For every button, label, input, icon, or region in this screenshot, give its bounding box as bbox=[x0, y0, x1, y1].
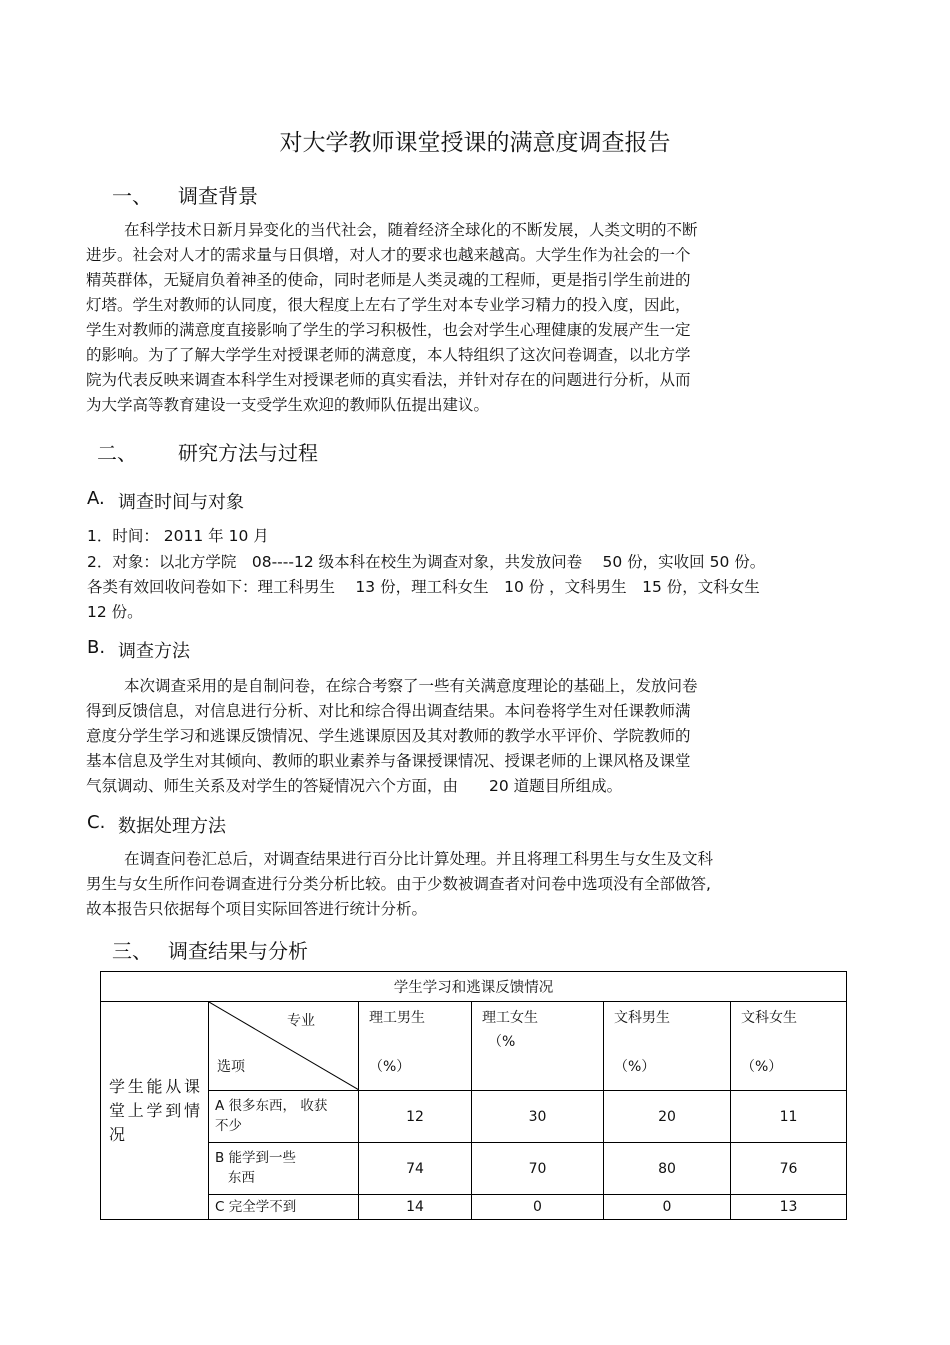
subsection-b-label: B. bbox=[87, 637, 106, 658]
value-cell: 76 bbox=[731, 1143, 847, 1195]
value-cell: 30 bbox=[472, 1091, 604, 1143]
para-line: 故本报告只依据每个项目实际回答进行统计分析。 bbox=[86, 900, 428, 918]
column-unit: （%） bbox=[614, 1059, 656, 1075]
value-cell: 74 bbox=[359, 1143, 472, 1195]
option-text: B 能学到一些 bbox=[215, 1150, 297, 1166]
survey-subject: 2．对象：以北方学院 08----12 级本科在校生为调查对象，共发放问卷 50 份，实收回 50 份。 bbox=[87, 553, 766, 571]
subsection-a-label: A. bbox=[87, 488, 105, 509]
column-name: 理工女生 bbox=[482, 1010, 538, 1026]
subsection-c-label: C. bbox=[87, 812, 106, 833]
column-header bbox=[359, 1002, 472, 1091]
diagonal-line bbox=[209, 1002, 359, 1090]
table-row bbox=[101, 1195, 847, 1220]
para-line: 意度分学生学习和逃课反馈情况、学生逃课原因及其对教师的教学水平评价、学院教师的 bbox=[86, 727, 691, 745]
para-line: 在调查问卷汇总后，对调查结果进行百分比计算处理。并且将理工科男生与女生及文科 bbox=[124, 850, 714, 868]
table-row bbox=[101, 1143, 847, 1195]
subsection-a-heading: 调查时间与对象 bbox=[118, 492, 244, 513]
para-line: 气氛调动、师生关系及对学生的答疑情况六个方面，由 20 道题目所组成。 bbox=[86, 777, 623, 795]
column-name: 文科男生 bbox=[614, 1010, 670, 1026]
value-cell: 11 bbox=[731, 1091, 847, 1143]
para-line: 精英群体，无疑肩负着神圣的使命，同时老师是人类灵魂的工程师，更是指引学生前进的 bbox=[86, 271, 691, 289]
value-cell: 12 bbox=[359, 1091, 472, 1143]
option-text: A 很多东西， 收获 bbox=[215, 1098, 328, 1114]
table-row bbox=[101, 1091, 847, 1143]
column-name: 文科女生 bbox=[741, 1010, 797, 1026]
value-cell: 0 bbox=[604, 1195, 731, 1220]
data-processing-paragraph bbox=[86, 847, 806, 922]
section2-number: 二、 bbox=[97, 441, 137, 465]
column-header bbox=[604, 1002, 731, 1091]
survey-time: 1．时间： 2011 年 10 月 bbox=[87, 527, 269, 545]
option-cell bbox=[209, 1091, 359, 1143]
value-cell: 14 bbox=[359, 1195, 472, 1220]
diagonal-top-label: 专业 bbox=[287, 1013, 315, 1029]
diagonal-bottom-label: 选项 bbox=[217, 1059, 245, 1075]
para-line: 进步。社会对人才的需求量与日俱增，对人才的要求也越来越高。大学生作为社会的一个 bbox=[86, 246, 691, 264]
section1-heading: 调查背景 bbox=[178, 184, 258, 208]
para-line: 灯塔。学生对教师的认同度，很大程度上左右了学生对本专业学习精力的投入度，因此， bbox=[86, 296, 691, 314]
option-cell bbox=[209, 1195, 359, 1220]
para-line: 在科学技术日新月异变化的当代社会，随着经济全球化的不断发展，人类文明的不断 bbox=[124, 221, 698, 239]
para-line: 得到反馈信息，对信息进行分析、对比和综合得出调查结果。本问卷将学生对任课教师满 bbox=[86, 702, 691, 720]
section2-heading: 研究方法与过程 bbox=[178, 441, 318, 465]
table-caption: 学生学习和逃课反馈情况 bbox=[101, 972, 847, 1002]
option-text: 东西 bbox=[215, 1170, 255, 1186]
para-line: 男生与女生所作问卷调查进行分类分析比较。由于少数被调查者对问卷中选项没有全部做答, bbox=[86, 875, 711, 893]
para-line: 的影响。为了了解大学学生对授课老师的满意度，本人特组织了这次问卷调查，以北方学 bbox=[86, 346, 691, 364]
column-unit: （% bbox=[488, 1034, 516, 1050]
subsection-b-heading: 调查方法 bbox=[118, 641, 190, 662]
value-cell: 20 bbox=[604, 1091, 731, 1143]
para-line: 基本信息及学生对其倾向、教师的职业素养与备课授课情况、授课老师的上课风格及课堂 bbox=[86, 752, 691, 770]
results-table bbox=[100, 971, 847, 1220]
value-cell: 70 bbox=[472, 1143, 604, 1195]
value-cell: 80 bbox=[604, 1143, 731, 1195]
survey-breakdown-end: 12 份。 bbox=[87, 603, 143, 621]
column-unit: （%） bbox=[741, 1059, 783, 1075]
option-text: 不少 bbox=[215, 1118, 242, 1134]
section1-number: 一、 bbox=[112, 184, 152, 208]
option-text: C 完全学不到 bbox=[215, 1199, 297, 1215]
section1-paragraph bbox=[86, 218, 806, 418]
subsection-c-heading: 数据处理方法 bbox=[118, 816, 226, 837]
para-line: 院为代表反映来调查本科学生对授课老师的真实看法，并针对存在的问题进行分析，从而 bbox=[86, 371, 691, 389]
para-line: 为大学高等教育建设一支受学生欢迎的教师队伍提出建议。 bbox=[86, 396, 490, 414]
diagonal-header-cell bbox=[209, 1002, 359, 1091]
value-cell: 0 bbox=[472, 1195, 604, 1220]
section3-heading: 调查结果与分析 bbox=[168, 939, 308, 963]
page-title: 对大学教师课堂授课的满意度调查报告 bbox=[279, 130, 671, 156]
option-cell bbox=[209, 1143, 359, 1195]
column-header bbox=[472, 1002, 604, 1091]
row-group-label: 学生能从课堂上学到情况 bbox=[101, 1002, 209, 1220]
method-paragraph bbox=[86, 674, 806, 799]
column-header bbox=[731, 1002, 847, 1091]
column-unit: （%） bbox=[369, 1059, 411, 1075]
para-line: 本次调查采用的是自制问卷，在综合考察了一些有关满意度理论的基础上，发放问卷 bbox=[124, 677, 698, 695]
column-name: 理工男生 bbox=[369, 1010, 425, 1026]
value-cell: 13 bbox=[731, 1195, 847, 1220]
para-line: 学生对教师的满意度直接影响了学生的学习积极性，也会对学生心理健康的发展产生一定 bbox=[86, 321, 691, 339]
section3-number: 三、 bbox=[112, 939, 152, 963]
survey-breakdown: 各类有效回收问卷如下：理工科男生 13 份，理工科女生 10 份 ，文科男生 15 份，文科女生 bbox=[87, 578, 760, 596]
